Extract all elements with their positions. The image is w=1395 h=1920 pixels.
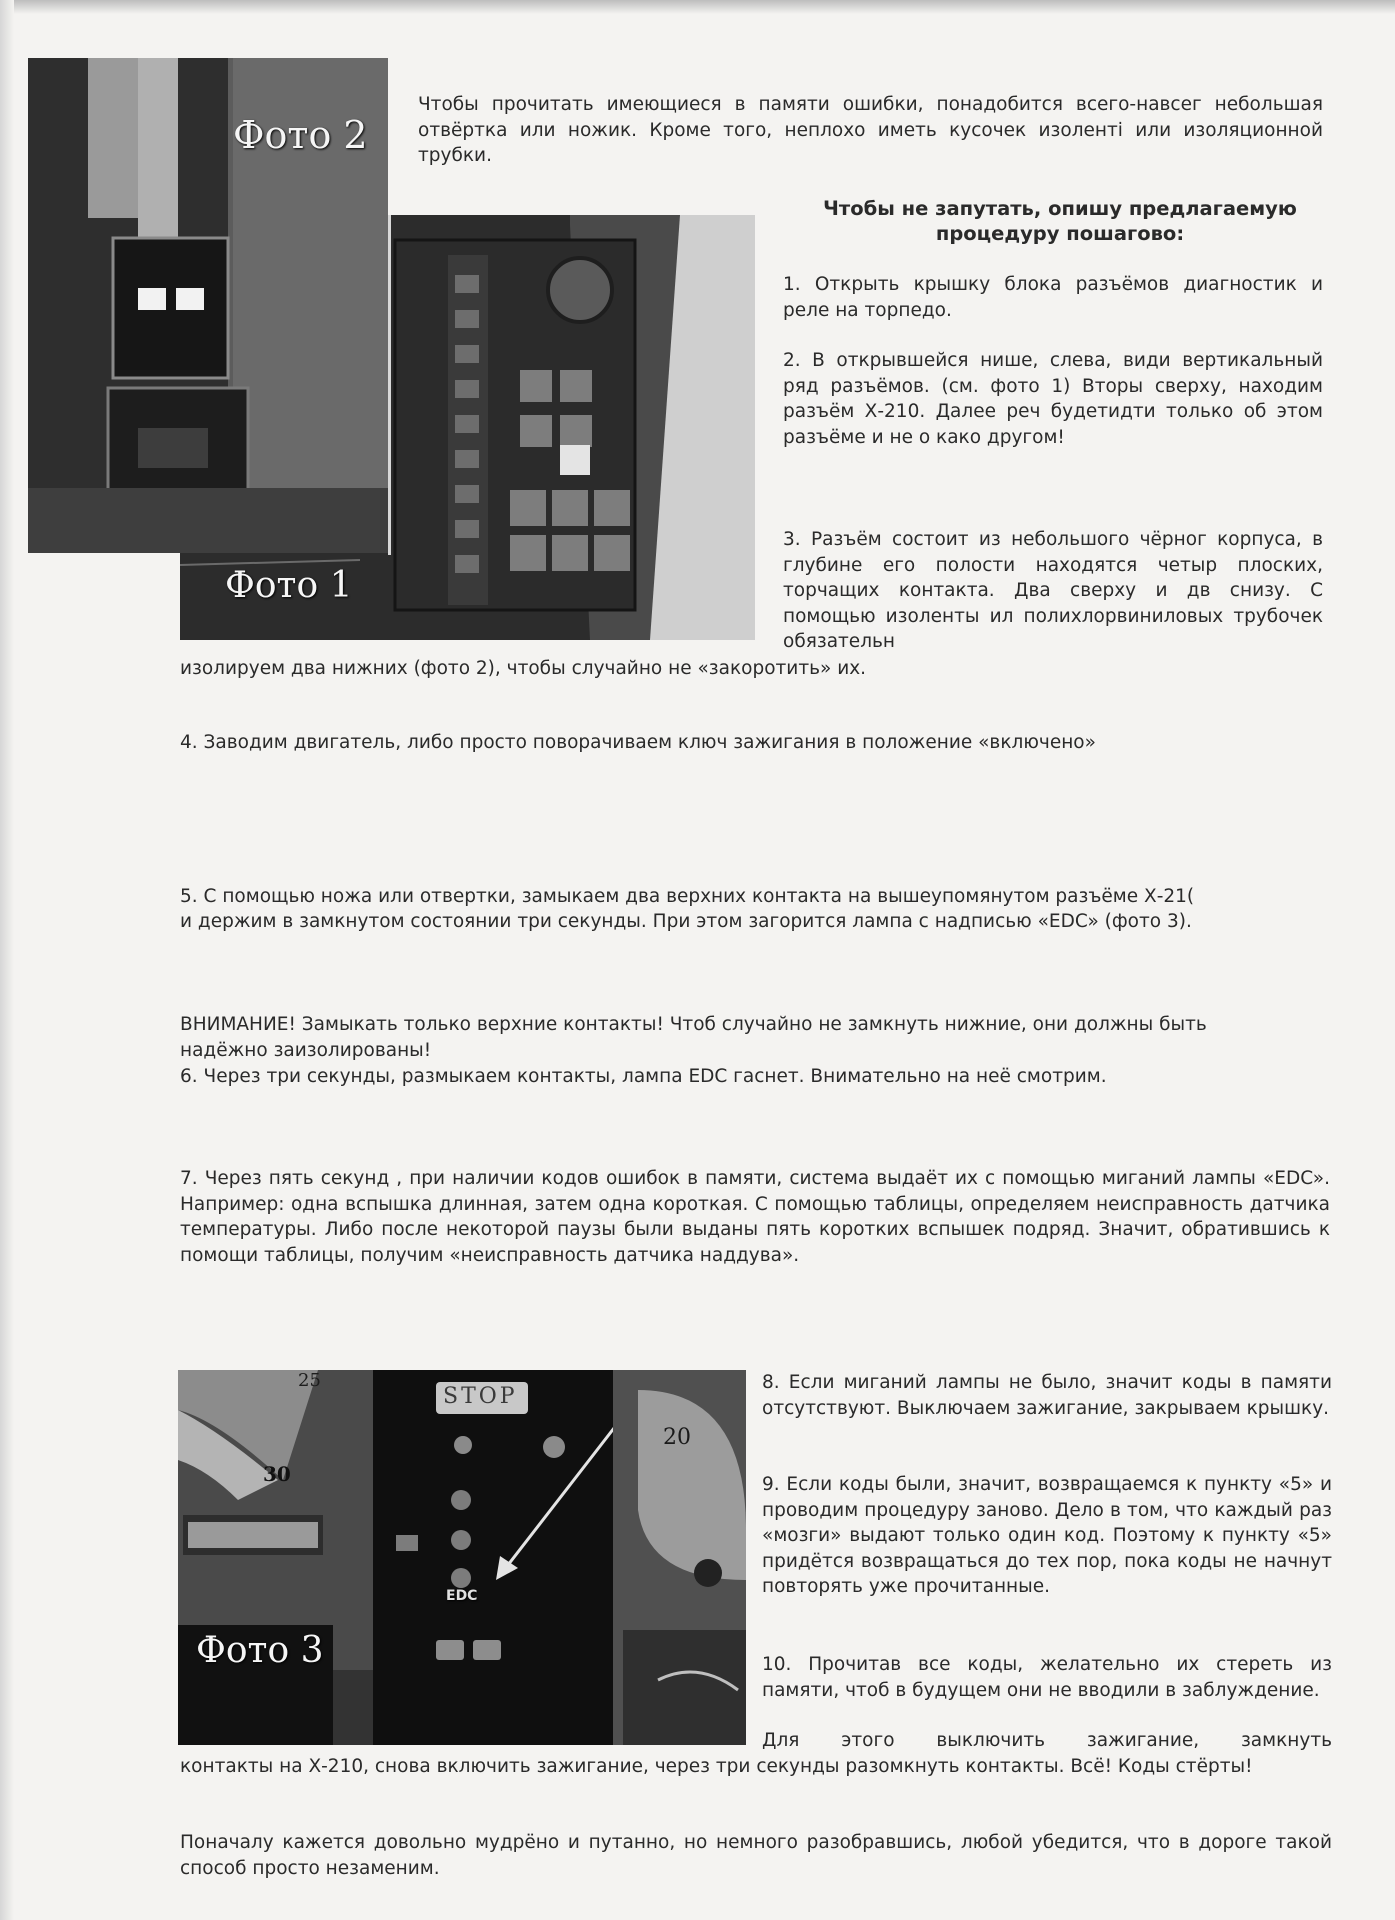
section-heading-line1: Чтобы не запутать, опишу предлагаемую [823, 197, 1297, 220]
section-heading-line2: процедуру пошагово: [935, 222, 1185, 245]
warning-line1: ВНИМАНИЕ! Замыкать только верхние контакты! Чтоб случайно не замкнуть нижние, они должны быть [180, 1014, 1207, 1035]
step-5-line1: 5. С помощью ножа или отвертки, замыкаем два верхних контакта на вышеупомянутом разъёме Х-21( [180, 886, 1195, 907]
step-9: 9. Если коды были, значит, возвращаемся к пункту «5» и проводим процедуру заново. Дело в том, что каждый раз «мозги» выдают только один код. Поэтому к пункту «5» придётся возвращаться до тех пор, пока коды не начнут повторять уже прочитанные. [762, 1474, 1332, 1597]
closing-paragraph: Поначалу кажется довольно мудрёно и путанно, но немного разобравшись, любой убедится, что в дороге такой способ просто незаменим. [180, 1832, 1332, 1879]
step-8: 8. Если миганий лампы не было, значит коды в памяти отсутствуют. Выключаем зажигание, закрываем крышку. [762, 1372, 1332, 1419]
intro-paragraph: Чтобы прочитать имеющиеся в памяти ошибки, понадобится всего-навсег небольшая отвёртка или ножик. Кроме того, неплохо иметь кусочек изоленті или изоляционной трубки. [418, 94, 1323, 166]
photo-frame-shadow [388, 215, 391, 555]
step-2: 2. В открывшейся нише, слева, види вертикальный ряд разъёмов. (см. фото 1) Вторы сверху, находим разъём Х-210. Далее реч будетидти только об этом разъёме и не о како другом! [783, 350, 1323, 448]
photo-1-label: Фото 1 [225, 565, 353, 606]
step-3: 3. Разъём состоит из небольшого чёрног корпуса, в глубине его полости находятся четыр плоских, торчащих контакта. Два сверху и дв снизу. С помощью изоленты ил полихлорвиниловых трубочек обязательн [783, 529, 1323, 652]
photo-3-tick-20: 20 [663, 1425, 691, 1450]
step-4: 4. Заводим двигатель, либо просто поворачиваем ключ зажигания в положение «включено» [180, 732, 1096, 753]
photo-3-stop-label: STOP [443, 1384, 518, 1409]
step-1: 1. Открыть крышку блока разъёмов диагностик и реле на торпедо. [783, 274, 1323, 321]
step-7: 7. Через пять секунд , при наличии кодов ошибок в памяти, система выдаёт их с помощью миганий лампы «EDC». Например: одна вспышка длинная, затем одна короткая. С помощью таблицы, определяем неисправность датчика температуры. Либо после некоторой паузы были выданы пять коротких вспышек подряд. Значит, обратившись к помощи таблицы, получим «неисправность датчика наддува». [180, 1168, 1330, 1266]
step-10-continuation-line2: контакты на Х-210, снова включить зажигание, через три секунды разомкнуть контакты. Всё! Коды стёрты! [180, 1756, 1253, 1777]
photo-2-label: Фото 2 [233, 113, 368, 157]
step-10: 10. Прочитав все коды, желательно их стереть из памяти, чтоб в будущем они не вводили в заблуждение. [762, 1654, 1332, 1701]
scan-edge-top [0, 0, 1395, 14]
step-10-continuation-line1: Для этого выключить зажигание, замкнуть [762, 1730, 1332, 1751]
photo-3-image [178, 1370, 746, 1745]
step-6: 6. Через три секунды, размыкаем контакты, лампа EDC гаснет. Внимательно на неё смотрим. [180, 1066, 1107, 1087]
warning-line2: надёжно заизолированы! [180, 1040, 432, 1061]
scan-edge-left [0, 0, 14, 1920]
photo-3-edc-label: EDC [446, 1588, 478, 1604]
photo-2 [28, 58, 388, 553]
photo-3-tick-25: 25 [298, 1370, 321, 1391]
photo-3-tick-30: 30 [263, 1462, 291, 1486]
step-3-continuation: изолируем два нижних (фото 2), чтобы случайно не «закоротить» их. [180, 658, 867, 679]
step-5-line2: и держим в замкнутом состоянии три секунды. При этом загорится лампа с надписью «EDC» (фото 3). [180, 911, 1192, 932]
photo-3 [178, 1370, 746, 1745]
photo-3-label: Фото 3 [196, 1630, 324, 1671]
